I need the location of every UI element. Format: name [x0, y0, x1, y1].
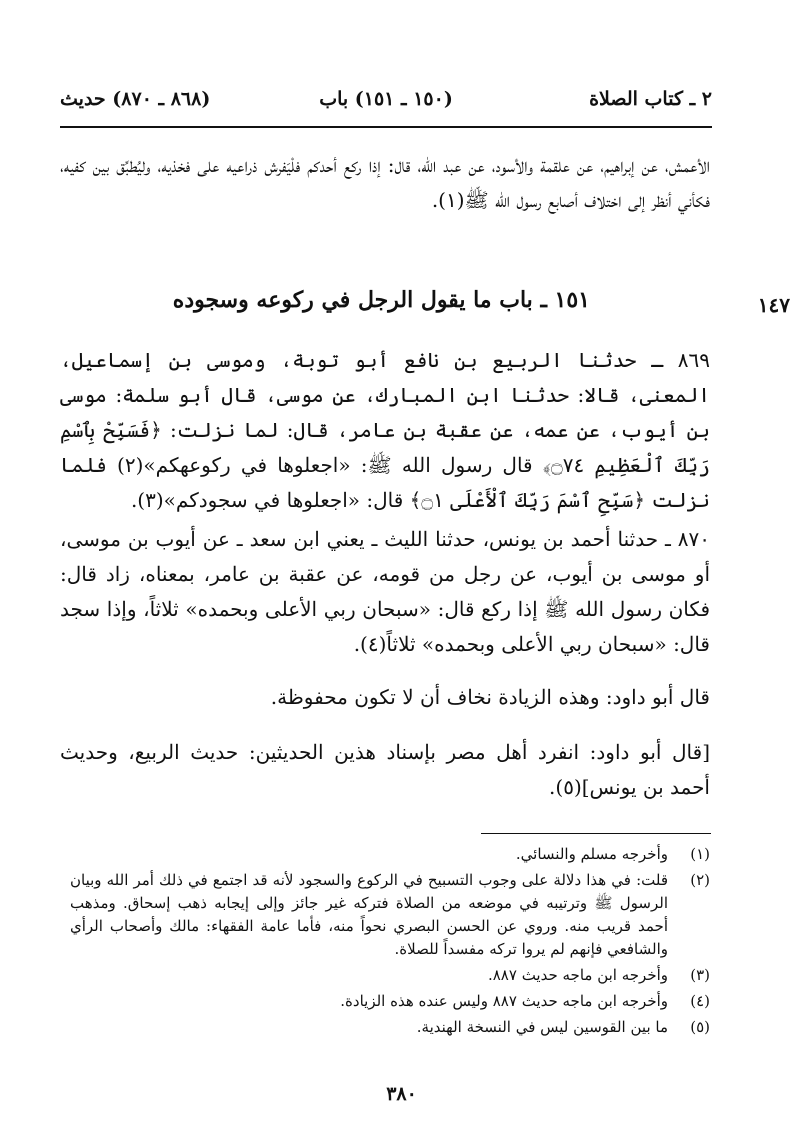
footnote-number: (٤) [690, 992, 710, 1010]
header-book-title: ٢ ـ كتاب الصلاة [589, 88, 712, 110]
footnote-text: ما بين القوسين ليس في النسخة الهندية. [416, 1018, 668, 1036]
footnote-item [70, 843, 710, 866]
footnote-item [70, 990, 710, 1013]
header-chapter-range: (١٥٠ ـ ١٥١) باب [319, 88, 453, 110]
page-number: ٣٨٠ [386, 1083, 417, 1105]
footnote-number: (٢) [690, 871, 710, 889]
header-hadith-range: (٨٦٨ ـ ٨٧٠) حديث [60, 88, 211, 110]
footnote-item [70, 869, 710, 961]
footnote-text: وأخرجه ابن ماجه حديث ٨٨٧ وليس عنده هذه الزيادة. [340, 992, 668, 1010]
footnote-number: (١) [690, 845, 710, 863]
continued-hadith-text: الأعمش، عن إبراهيم، عن علقمة والأسود، عن عبد الله، قال: إذا ركع أحدكم فلْيَفرش ذراعيه على فخذيه، وليُطبِّق بين كفيه، فكأني أنظر إلى اختلاف أصابع رسول الله ﷺ(١). [60, 153, 710, 212]
footnote-rule [481, 833, 711, 834]
running-header [60, 88, 712, 122]
abu-dawud-comment-1: قال أبو داود: وهذه الزيادة نخاف أن لا تكون محفوظة. [270, 685, 710, 709]
chapter-title: ١٥١ ـ باب ما يقول الرجل في ركوعه وسجوده [172, 287, 590, 313]
chapter-margin-number: ١٤٧ [757, 293, 790, 317]
footnote-number: (٣) [690, 966, 710, 984]
footnote-text: قلت: في هذا دلالة على وجوب التسبيح في الركوع والسجود لأنه قد اجتمع في ذلك أمر الله وبيان الرسول ﷺ وترتيبه في موضعه من الصلاة فتركه غير جائز وإلى إيجابه ذهب إسحاق. ومذهب أحمد قريب منه. وروي عن الحسن البصري نحواً منه، فأما عامة الفقهاء: مالك وأصحاب الرأي والشافعي فإنهم لم يروا تركه مفسداً للصلاة. [70, 871, 668, 958]
footnotes [70, 843, 710, 1042]
footnote-text: وأخرجه مسلم والنسائي. [515, 845, 668, 863]
footnote-item [70, 1016, 710, 1039]
footnote-text: وأخرجه ابن ماجه حديث ٨٨٧. [487, 966, 668, 984]
hadith-870: ٨٧٠ ـ حدثنا أحمد بن يونس، حدثنا الليث ـ يعني ابن سعد ـ عن أيوب بن موسى، أو موسى بن أيوب، عن رجل من قومه، عن عقبة بن عامر، بمعناه، زاد قال: فكان رسول الله ﷺ إذا ركع قال: «سبحان ربي الأعلى وبحمده» ثلاثاً، وإذا سجد قال: «سبحان ربي الأعلى وبحمده» ثلاثاً(٤). [60, 527, 710, 656]
footnote-item [70, 964, 710, 987]
chapter-heading [60, 287, 800, 327]
header-rule [60, 126, 712, 128]
hadith-869: ٨٦٩ ـ حدثنا الربيع بن نافع أبو توبة، وموسى بن إسماعيل، المعنى، قالا: حدثنا ابن المبارك، عن موسى، قال أبو سلمة: موسى بن أيوب، عن عمه، عن عقبة بن عامر، قال: لما نزلت: ﴿فَسَبِّحْ بِٱسْمِ رَبِّكَ ٱلْعَظِيمِ ۝٧٤﴾ قال رسول الله ﷺ: «اجعلوها في ركوعهكم»(٢) فلما نزلت ﴿سَبِّحِ ٱسْمَ رَبِّكَ ٱلْأَعْلَى ۝١﴾ قال: «اجعلوها في سجودكم»(٣). [60, 348, 710, 512]
footnote-number: (٥) [690, 1018, 710, 1036]
abu-dawud-comment-2: [قال أبو داود: انفرد أهل مصر بإسناد هذين الحديثين: حديث الربيع، وحديث أحمد بن يونس](٥). [60, 740, 710, 799]
